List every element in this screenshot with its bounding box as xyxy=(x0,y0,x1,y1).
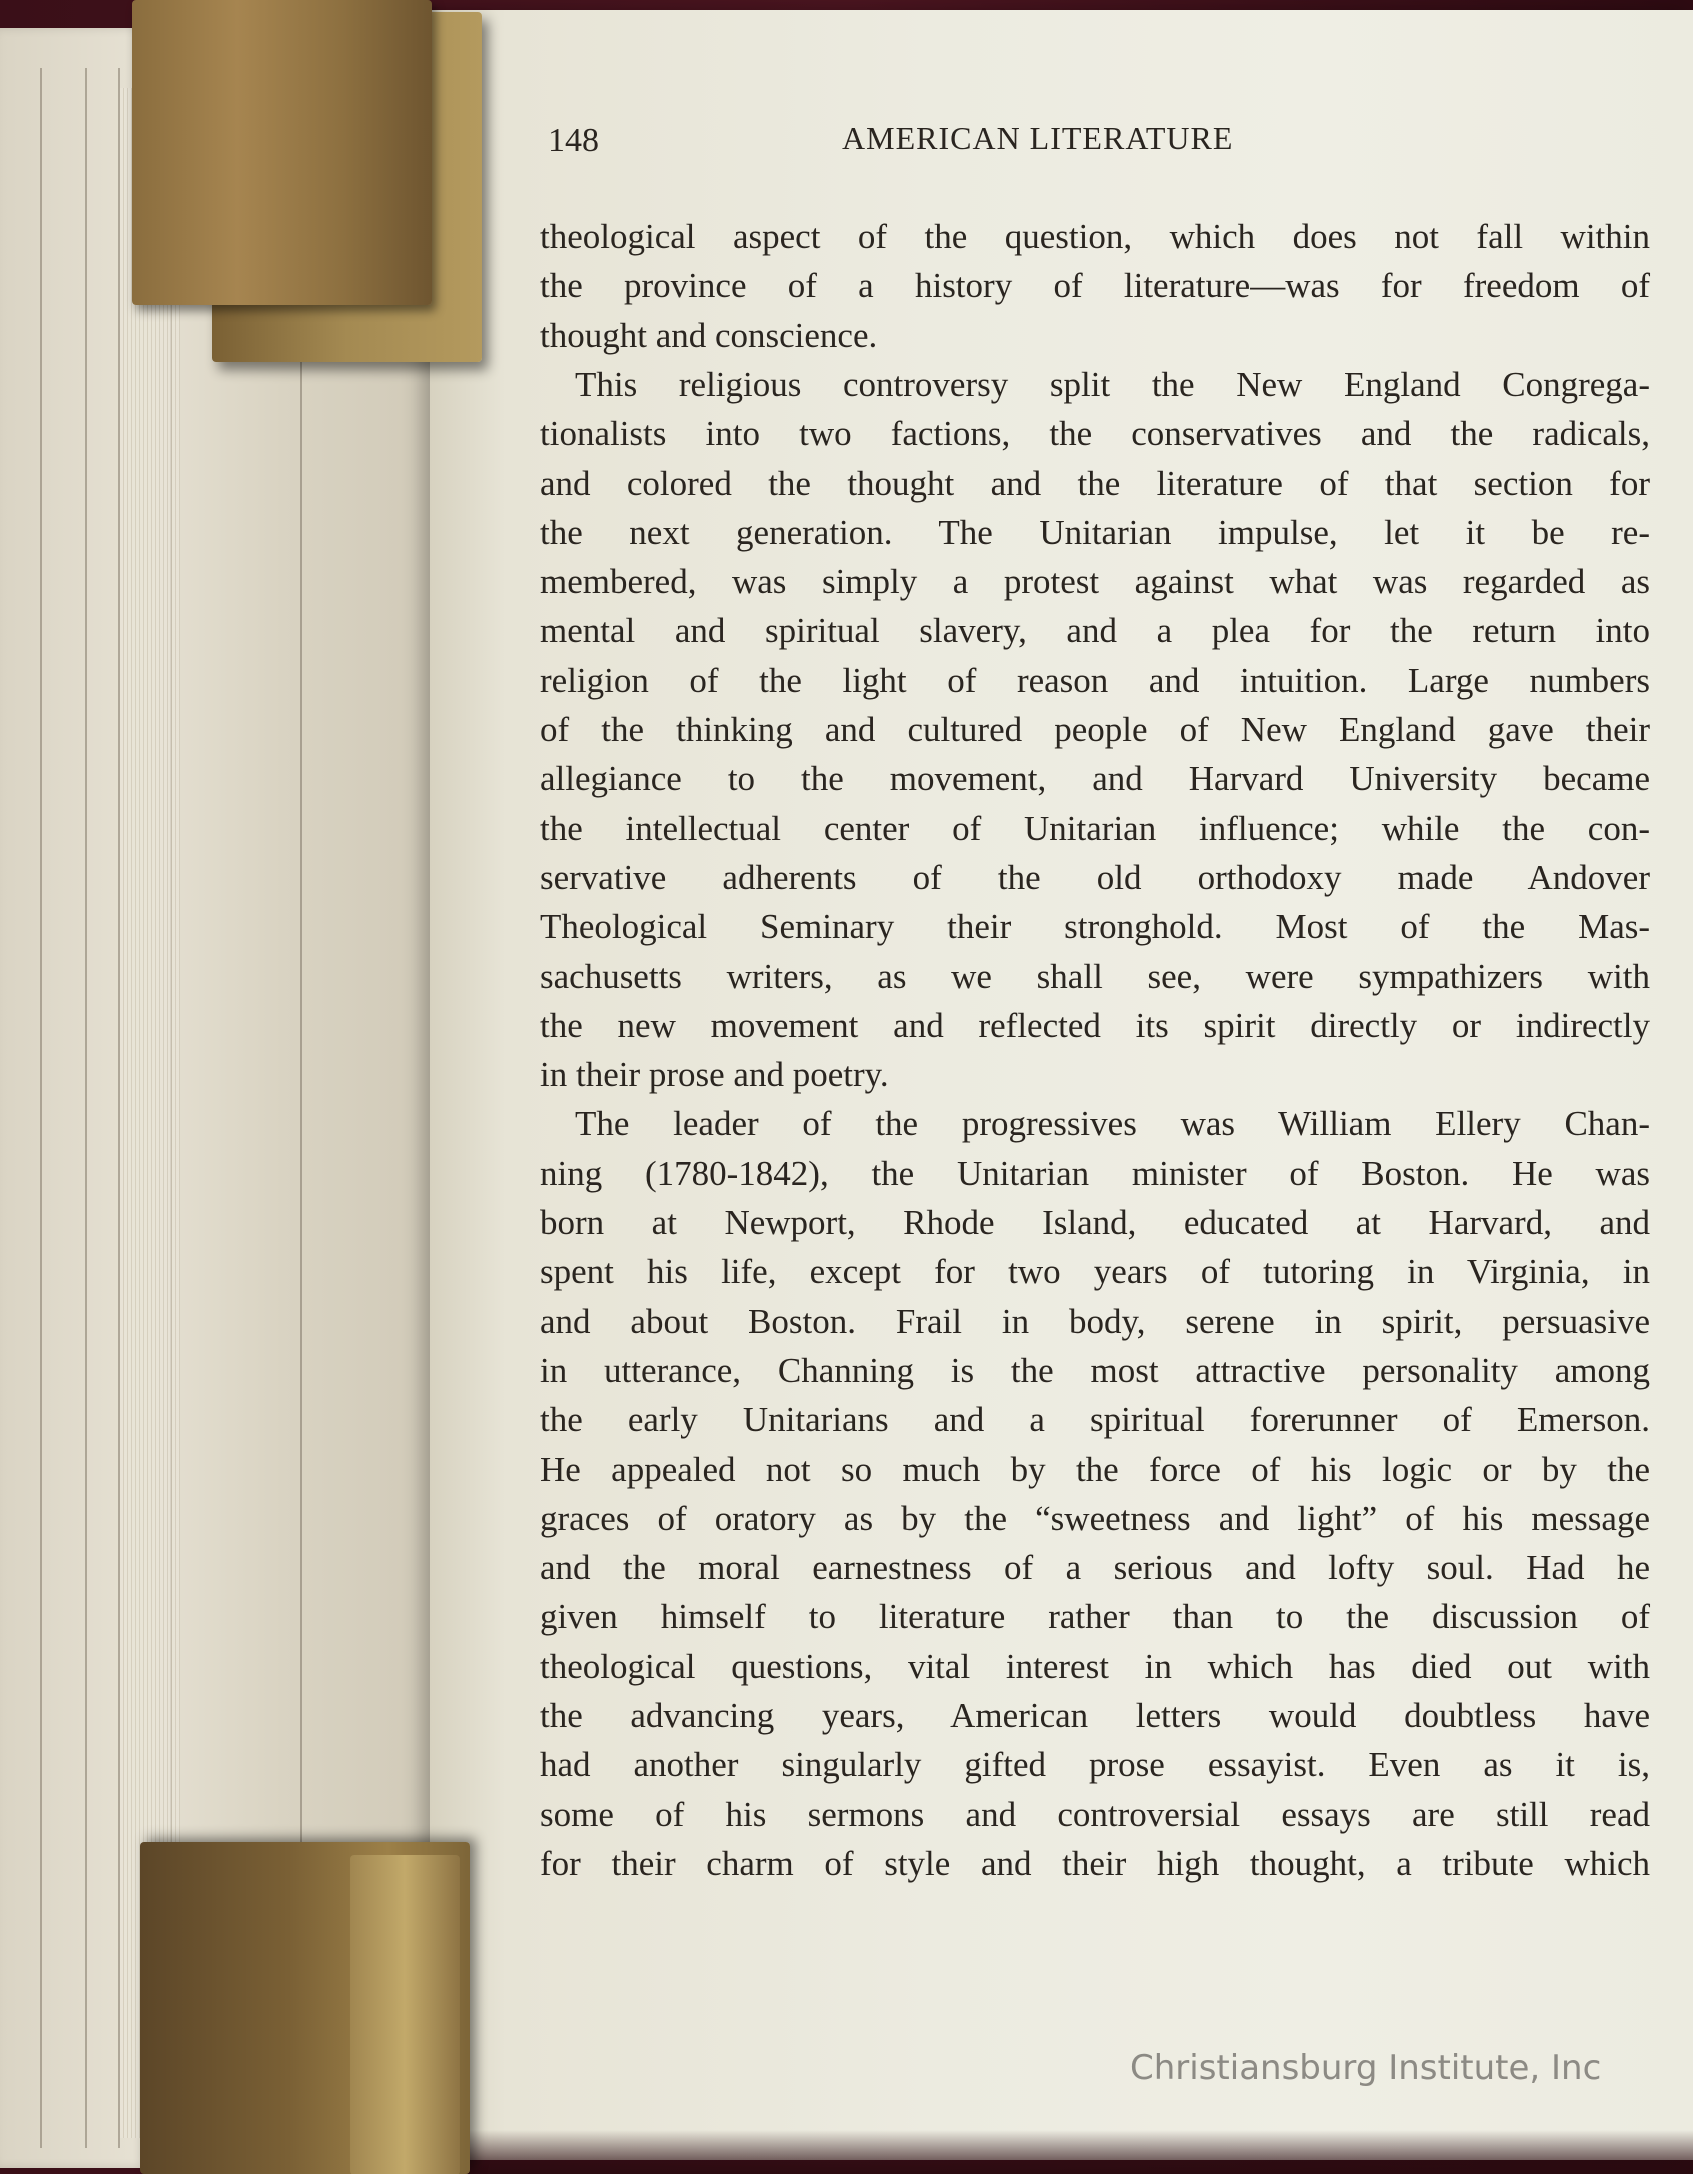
text-line: the early Unitarians and a spiritual forerunner of Emerson. xyxy=(540,1400,1650,1439)
text-line: mental and spiritual slavery, and a plea for the return into xyxy=(540,611,1650,650)
text-line: thought and conscience. xyxy=(540,316,878,355)
text-line: religion of the light of reason and intuition. Large numbers xyxy=(540,661,1650,700)
text-line: ning (1780-1842), the Unitarian minister of Boston. He was xyxy=(540,1154,1650,1193)
text-line: allegiance to the movement, and Harvard University became xyxy=(540,759,1650,798)
text-line: the province of a history of literature—was for freedom of xyxy=(540,266,1650,305)
text-line: the intellectual center of Unitarian influence; while the con- xyxy=(540,809,1650,848)
text-line: He appealed not so much by the force of his logic or by the xyxy=(540,1450,1650,1489)
text-line: the next generation. The Unitarian impulse, let it be re- xyxy=(540,513,1650,552)
text-line: born at Newport, Rhode Island, educated at Harvard, and xyxy=(540,1203,1650,1242)
text-line: and about Boston. Frail in body, serene in spirit, persuasive xyxy=(540,1302,1650,1341)
text-line: and the moral earnestness of a serious and lofty soul. Had he xyxy=(540,1548,1650,1587)
text-line: given himself to literature rather than to the discussion of xyxy=(540,1597,1650,1636)
text-line: in utterance, Channing is the most attractive personality among xyxy=(540,1351,1650,1390)
text-line: membered, was simply a protest against what was regarded as xyxy=(540,562,1650,601)
running-title: AMERICAN LITERATURE xyxy=(842,120,1234,156)
text-line: spent his life, except for two years of tutoring in Virginia, in xyxy=(540,1252,1650,1291)
text-line: theological aspect of the question, which does not fall within xyxy=(540,217,1650,256)
text-line: in their prose and poetry. xyxy=(540,1055,889,1094)
text-line: some of his sermons and controversial essays are still read xyxy=(540,1795,1650,1834)
text-line: for their charm of style and their high thought, a tribute which xyxy=(540,1844,1650,1883)
text-line: the new movement and reflected its spirit directly or indirectly xyxy=(540,1006,1650,1045)
text-line: graces of oratory as by the “sweetness and light” of his message xyxy=(540,1499,1650,1538)
text-line: tionalists into two factions, the conservatives and the radicals, xyxy=(540,414,1650,453)
text-line: the advancing years, American letters would doubtless have xyxy=(540,1696,1650,1735)
text-line: This religious controversy split the New England Congrega- xyxy=(575,365,1650,404)
text-line: sachusetts writers, as we shall see, were sympathizers with xyxy=(540,957,1650,996)
text-line: of the thinking and cultured people of New England gave their xyxy=(540,710,1650,749)
text-line: The leader of the progressives was William Ellery Chan- xyxy=(575,1104,1650,1143)
text-line: servative adherents of the old orthodoxy made Andover xyxy=(540,858,1650,897)
text-line: and colored the thought and the literature of that section for xyxy=(540,464,1650,503)
text-line: had another singularly gifted prose essayist. Even as it is, xyxy=(540,1745,1650,1784)
text-line: theological questions, vital interest in which has died out with xyxy=(540,1647,1650,1686)
page-number: 148 xyxy=(548,122,599,159)
watermark: Christiansburg Institute, Inc xyxy=(1130,2048,1602,2088)
text-line: Theological Seminary their stronghold. Most of the Mas- xyxy=(540,907,1650,946)
